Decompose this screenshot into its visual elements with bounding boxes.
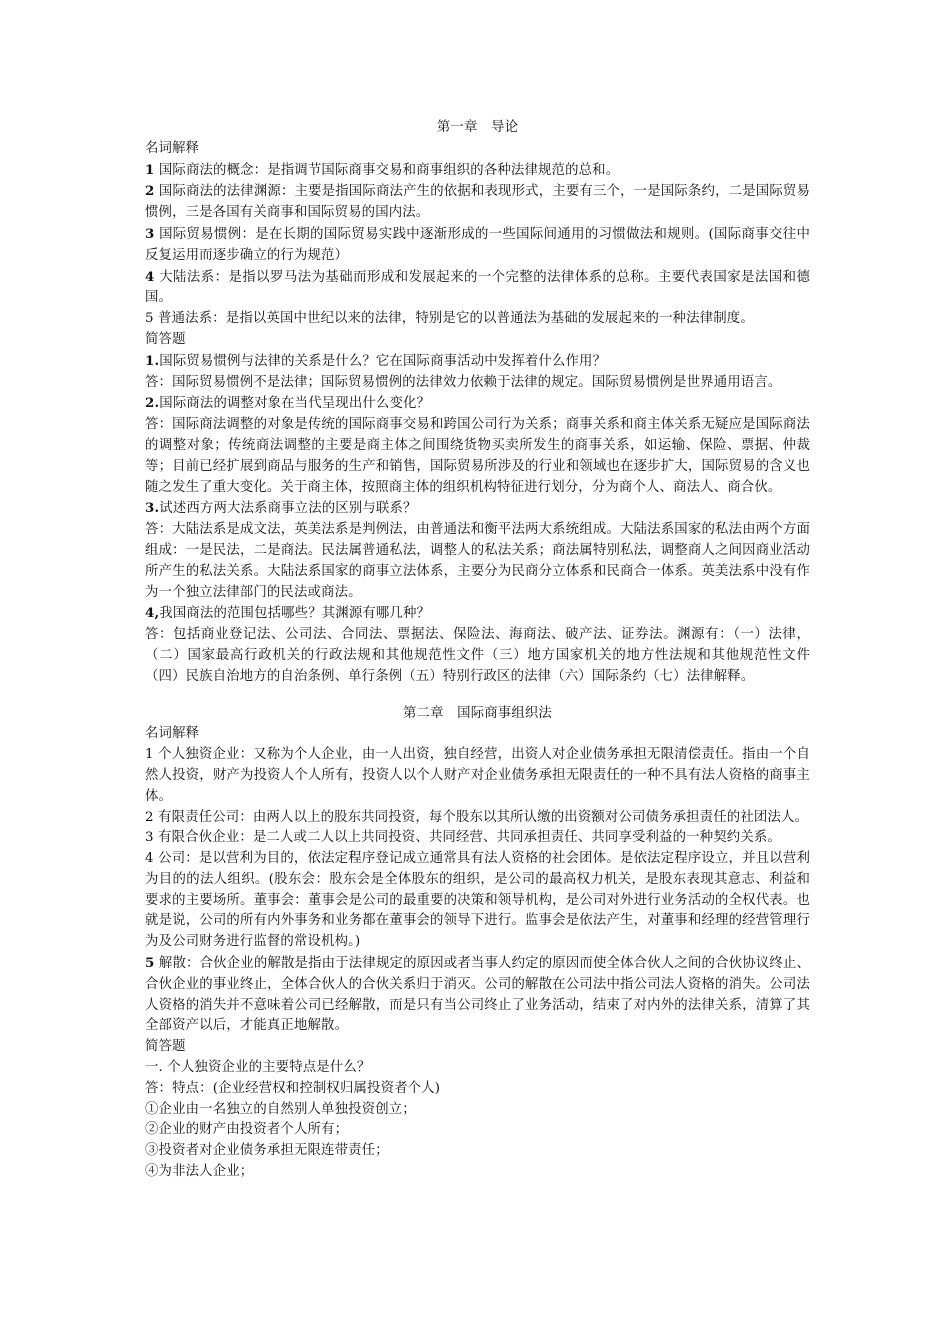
question-number: 1. (145, 352, 160, 369)
term-text: 解散：合伙企业的解散是指由于法律规定的原因或者当事人约定的原因而使全体合伙人之间的合伙协议终止、合伙企业的事业终止，全体合伙人的合伙关系归于消灭。公司的解散在公司法中指公司法人资格的消失。公司法人资格的消失并不意味着公司已经解散，而是只有当公司终止了业务活动，结束了对内外的法律关系，清算了其全部资产以后，才能真正地解散。 (145, 956, 810, 1034)
term-text: 2 有限责任公司：由两人以上的股东共同投资，每个股东以其所认缴的出资额对公司债务承担责任的社团法人。 (145, 809, 809, 825)
question: 一. 个人独资企业的主要特点是什么？ (145, 1060, 371, 1076)
answer: 答：包括商业登记法、公司法、合同法、票据法、保险法、海商法、破产法、证券法。渊源有：（一）法律，（二）国家最高行政机关的行政法规和其他规范性文件（三）地方国家机关的地方性法规和其他规范性文件（四）民族自治地方的自治条例、单行条例（五）特别行政区的法律（六）国际条约（七）法律解释。 (145, 627, 810, 684)
term-text: 国际商法的概念：是指调节国际商事交易和商事组织的各种法律规范的总和。 (154, 162, 620, 178)
question (145, 351, 810, 373)
chapter-spacer (145, 688, 810, 704)
document-page (145, 118, 810, 1183)
answer-list-item: ③投资者对企业债务承担无限连带责任； (145, 1143, 389, 1159)
answer-list-item: ④为非法人企业； (145, 1164, 254, 1180)
question-number: 4, (145, 605, 160, 622)
question-text: 我国商法的范围包括哪些？其渊源有哪几种？ (159, 606, 431, 622)
term-text: 普通法系：是指以英国中世纪以来的法律，特别是它的以普通法为基础的发展起来的一种法律制度。 (153, 311, 754, 327)
answer: 答：国际贸易惯例不是法律；国际贸易惯例的法律效力依赖于法律的规定。国际贸易惯例是世界通用语言。 (145, 374, 782, 390)
term-text: 国际贸易惯例：是在长期的国际贸易实践中逐渐形成的一些国际间通用的习惯做法和规则。(国际商事交往中反复运用而逐步确立的行为规范） (145, 226, 810, 263)
term-number: 4 (145, 268, 155, 285)
term-item (145, 267, 810, 310)
term-item (145, 953, 810, 1037)
question-number: 2. (145, 395, 160, 412)
term-item (145, 309, 810, 330)
term-item (145, 745, 810, 807)
chapter-1-title: 第一章 导论 (436, 120, 519, 135)
term-item (145, 828, 810, 849)
answer-list-item: ①企业由一名独立的自然别人单独投资创立； (145, 1101, 416, 1117)
question (145, 393, 810, 415)
short-answer-heading: 简答题 (145, 1039, 186, 1055)
term-text: 大陆法系：是指以罗马法为基础而形成和发展起来的一个完整的法律体系的总称。主要代表国家是法国和德国。 (145, 269, 810, 306)
term-number: 1 (145, 161, 155, 178)
question-text: 试述西方两大法系商事立法的区别与联系？ (159, 501, 417, 517)
term-number: 5 (145, 311, 154, 327)
term-item (145, 224, 810, 267)
answer-list-item: ②企业的财产由投资者个人所有； (145, 1122, 349, 1138)
term-text: 3 有限合伙企业：是二人或二人以上共同投资、共同经营、共同承担责任、共同享受利益的一种契约关系。 (145, 830, 781, 846)
term-item (145, 808, 810, 829)
chapter-2-title: 第二章 国际商事组织法 (403, 705, 552, 721)
question (145, 498, 810, 520)
term-number: 5 (145, 955, 155, 972)
answer-intro: 答：特点：(企业经营权和控制权归属投资者个人) (145, 1080, 441, 1096)
short-answer-heading: 简答题 (145, 331, 186, 347)
term-item (145, 160, 810, 182)
terms-heading: 名词解释 (145, 726, 200, 742)
term-number: 2 (145, 183, 155, 200)
term-text: 4 公司：是以营利为目的，依法定程序登记成立通常具有法人资格的社会团体。是依法定程序设立，并且以营利为目的的法人组织。(股东会：股东会是全体股东的组织，是公司的最高权力机关，是股东表现其意志、利益和要求的主要场所。董事会：董事会是公司的最重要的决策和领导机构，是公司对外进行业务活动的全权代表。也就是说，公司的所有内外事务和业务都在董事会的领导下进行。监事会是依法产生，对董事和经理的经营管理行为及公司财务进行监督的常设机构。) (145, 851, 810, 950)
question-text: 国际贸易惯例与法律的关系是什么？它在国际商事活动中发挥着什么作用？ (159, 353, 607, 369)
question (145, 603, 810, 625)
question-text: 国际商法的调整对象在当代呈现出什么变化？ (159, 396, 431, 412)
answer: 答：大陆法系是成文法，英美法系是判例法，由普通法和衡平法两大系统组成。大陆法系国家的私法由两个方面组成：一是民法，二是商法。民法属普通私法，调整人的私法关系；商法属特别私法，调整商人之间因商业活动所产生的私法关系。大陆法系国家的商事立法体系，主要分为民商分立体系和民商合一体系。英美法系中没有作为一个独立法律部门的民法或商法。 (145, 522, 810, 600)
term-item (145, 181, 810, 224)
question-number: 3. (145, 500, 160, 517)
term-text: 国际商法的法律渊源：主要是指国际商法产生的依据和表现形式，主要有三个，一是国际条约，二是国际贸易惯例，三是各国有关商事和国际贸易的国内法。 (145, 184, 810, 221)
term-text: 1 个人独资企业：又称为个人企业，由一人出资，独自经营，出资人对企业债务承担无限清偿责任。指由一个自然人投资，财产为投资人个人所有，投资人以个人财产对企业债务承担无限责任的一种不具有法人资格的商事主体。 (145, 747, 810, 804)
term-item (145, 849, 810, 953)
terms-heading: 名词解释 (145, 140, 200, 156)
term-number: 3 (145, 225, 155, 242)
answer: 答：国际商法调整的对象是传统的国际商事交易和跨国公司行为关系；商事关系和商主体关系无疑应是国际商法的调整对象；传统商法调整的主要是商主体之间围绕货物买卖所发生的商事关系，如运输、保险、票据、仲裁等；目前已经扩展到商品与服务的生产和销售，国际贸易所涉及的行业和领域也在逐步扩大，国际贸易的含义也随之发生了重大变化。关于商主体，按照商主体的组织机构特征进行划分，分为商个人、商法人、商合伙。 (145, 417, 810, 495)
